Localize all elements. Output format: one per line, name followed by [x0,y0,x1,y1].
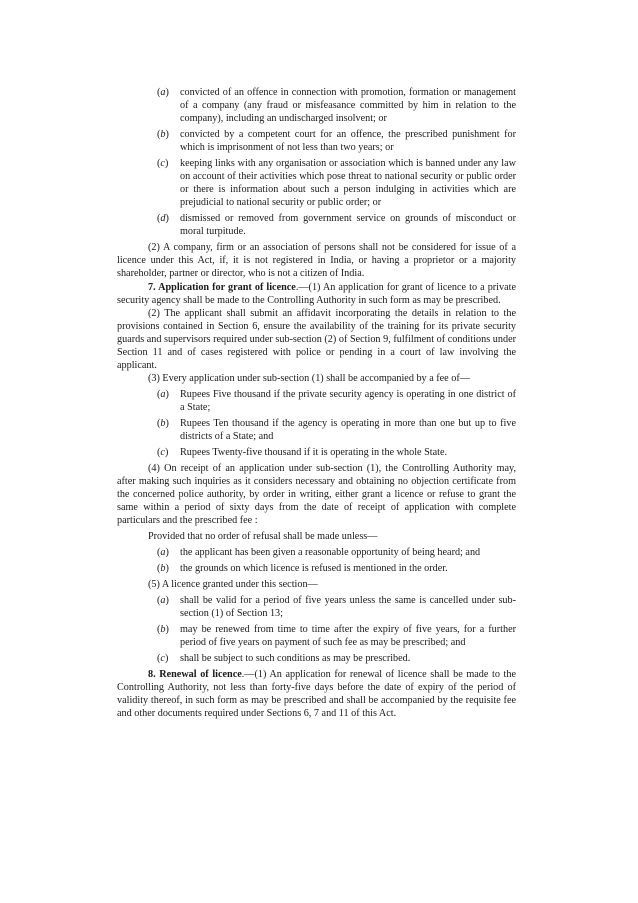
list-item [117,546,516,559]
item-label: (a) [157,595,169,606]
section-7-paragraph-4: (4) On receipt of an application under sub-section (1), the Controlling Authority may, after making such inquiries as it considers necessary and obtaining no objection certificate from the concerned police authority, by order in writing, either grant a licence or refuse to grant the same within a period of sixty days from the date of receipt of application with complete particulars and the prescribed fee : [117,463,516,526]
section-8-paragraph-1 [117,668,516,720]
list-item [117,86,516,125]
item-label: (c) [157,653,169,664]
section-7-text: .—(1) An application for grant of licence to a private security agency shall be made to the Controlling Authority in such form as may be prescribed. [117,282,516,306]
section-7-paragraph-3: (3) Every application under sub-section (1) shall be accompanied by a fee of— [148,373,470,384]
item-text: Rupees Twenty-five thousand if it is operating in the whole State. [180,447,448,458]
section-7-heading: 7. Application for grant of licence [148,282,296,293]
list-item [117,157,516,209]
section-7-paragraph-1 [117,281,516,307]
item-text: convicted by a competent court for an offence, the prescribed punishment for which is imprisonment of not less than two years; or [180,129,516,153]
section-8-heading: 8. Renewal of licence [148,669,242,680]
item-label: (a) [157,389,169,400]
licence-conditions-list [117,594,516,665]
list-item [117,562,516,575]
paragraph-6-2: (2) A company, firm or an association of persons shall not be considered for issue of a licence under this Act, if, it is not registered in India, or having a proprietor or a majority shareholder, partner or director, who is not a citizen of India. [117,242,516,279]
item-label: (a) [157,87,169,98]
list-item [117,446,516,459]
page-content [117,86,516,720]
item-label: (c) [157,447,169,458]
item-label: (b) [157,418,169,429]
list-item [117,212,516,238]
item-text: the grounds on which licence is refused is mentioned in the order. [180,563,448,574]
list-item [117,652,516,665]
section-7-paragraph-2: (2) The applicant shall submit an affidavit incorporating the details in relation to the provisions contained in Section 6, ensure the availability of the training for its private security guards and supervisors required under sub-section (2) of Section 9, fulfilment of conditions under Section 11 and of cases registered with police or pending in a court of law involving the applicant. [117,308,516,371]
item-label: (b) [157,129,169,140]
item-label: (b) [157,563,169,574]
item-text: convicted of an offence in connection with promotion, formation or management of a company (any fraud or misfeasance committed by him in relation to the company), including an undischarged insolvent; or [180,87,516,124]
item-text: shall be subject to such conditions as may be prescribed. [180,653,411,664]
item-text: shall be valid for a period of five years unless the same is cancelled under sub-section (1) of Section 13; [180,595,516,619]
section-7-paragraph-5: (5) A licence granted under this section— [148,579,318,590]
item-text: Rupees Five thousand if the private security agency is operating in one district of a State; [180,389,516,413]
list-item [117,388,516,414]
item-text: dismissed or removed from government service on grounds of misconduct or moral turpitude. [180,213,516,237]
section-8-text: .—(1) An application for renewal of licence shall be made to the Controlling Authority, not less than forty-five days before the date of expiry of the period of validity thereof, in such form as may be prescribed and shall be accompanied by the requisite fee and other documents required under Sections 6, 7 and 11 of this Act. [117,669,516,719]
item-label: (a) [157,547,169,558]
item-label: (d) [157,213,169,224]
list-item [117,623,516,649]
item-text: the applicant has been given a reasonable opportunity of being heard; and [180,547,481,558]
disqualification-list [117,86,516,238]
proviso-text: Provided that no order of refusal shall be made unless— [148,531,378,542]
item-label: (b) [157,624,169,635]
list-item [117,128,516,154]
proviso-list [117,546,516,575]
item-label: (c) [157,158,169,169]
list-item [117,417,516,443]
list-item [117,594,516,620]
fee-list [117,388,516,459]
item-text: keeping links with any organisation or association which is banned under any law on account of their activities which pose threat to national security or public order or there is information about such a person indulging in activities which are prejudicial to national security or public order; or [180,158,516,208]
item-text: Rupees Ten thousand if the agency is operating in more than one but up to five districts of a State; and [180,418,516,442]
item-text: may be renewed from time to time after the expiry of five years, for a further period of five years on payment of such fee as may be prescribed; and [180,624,516,648]
